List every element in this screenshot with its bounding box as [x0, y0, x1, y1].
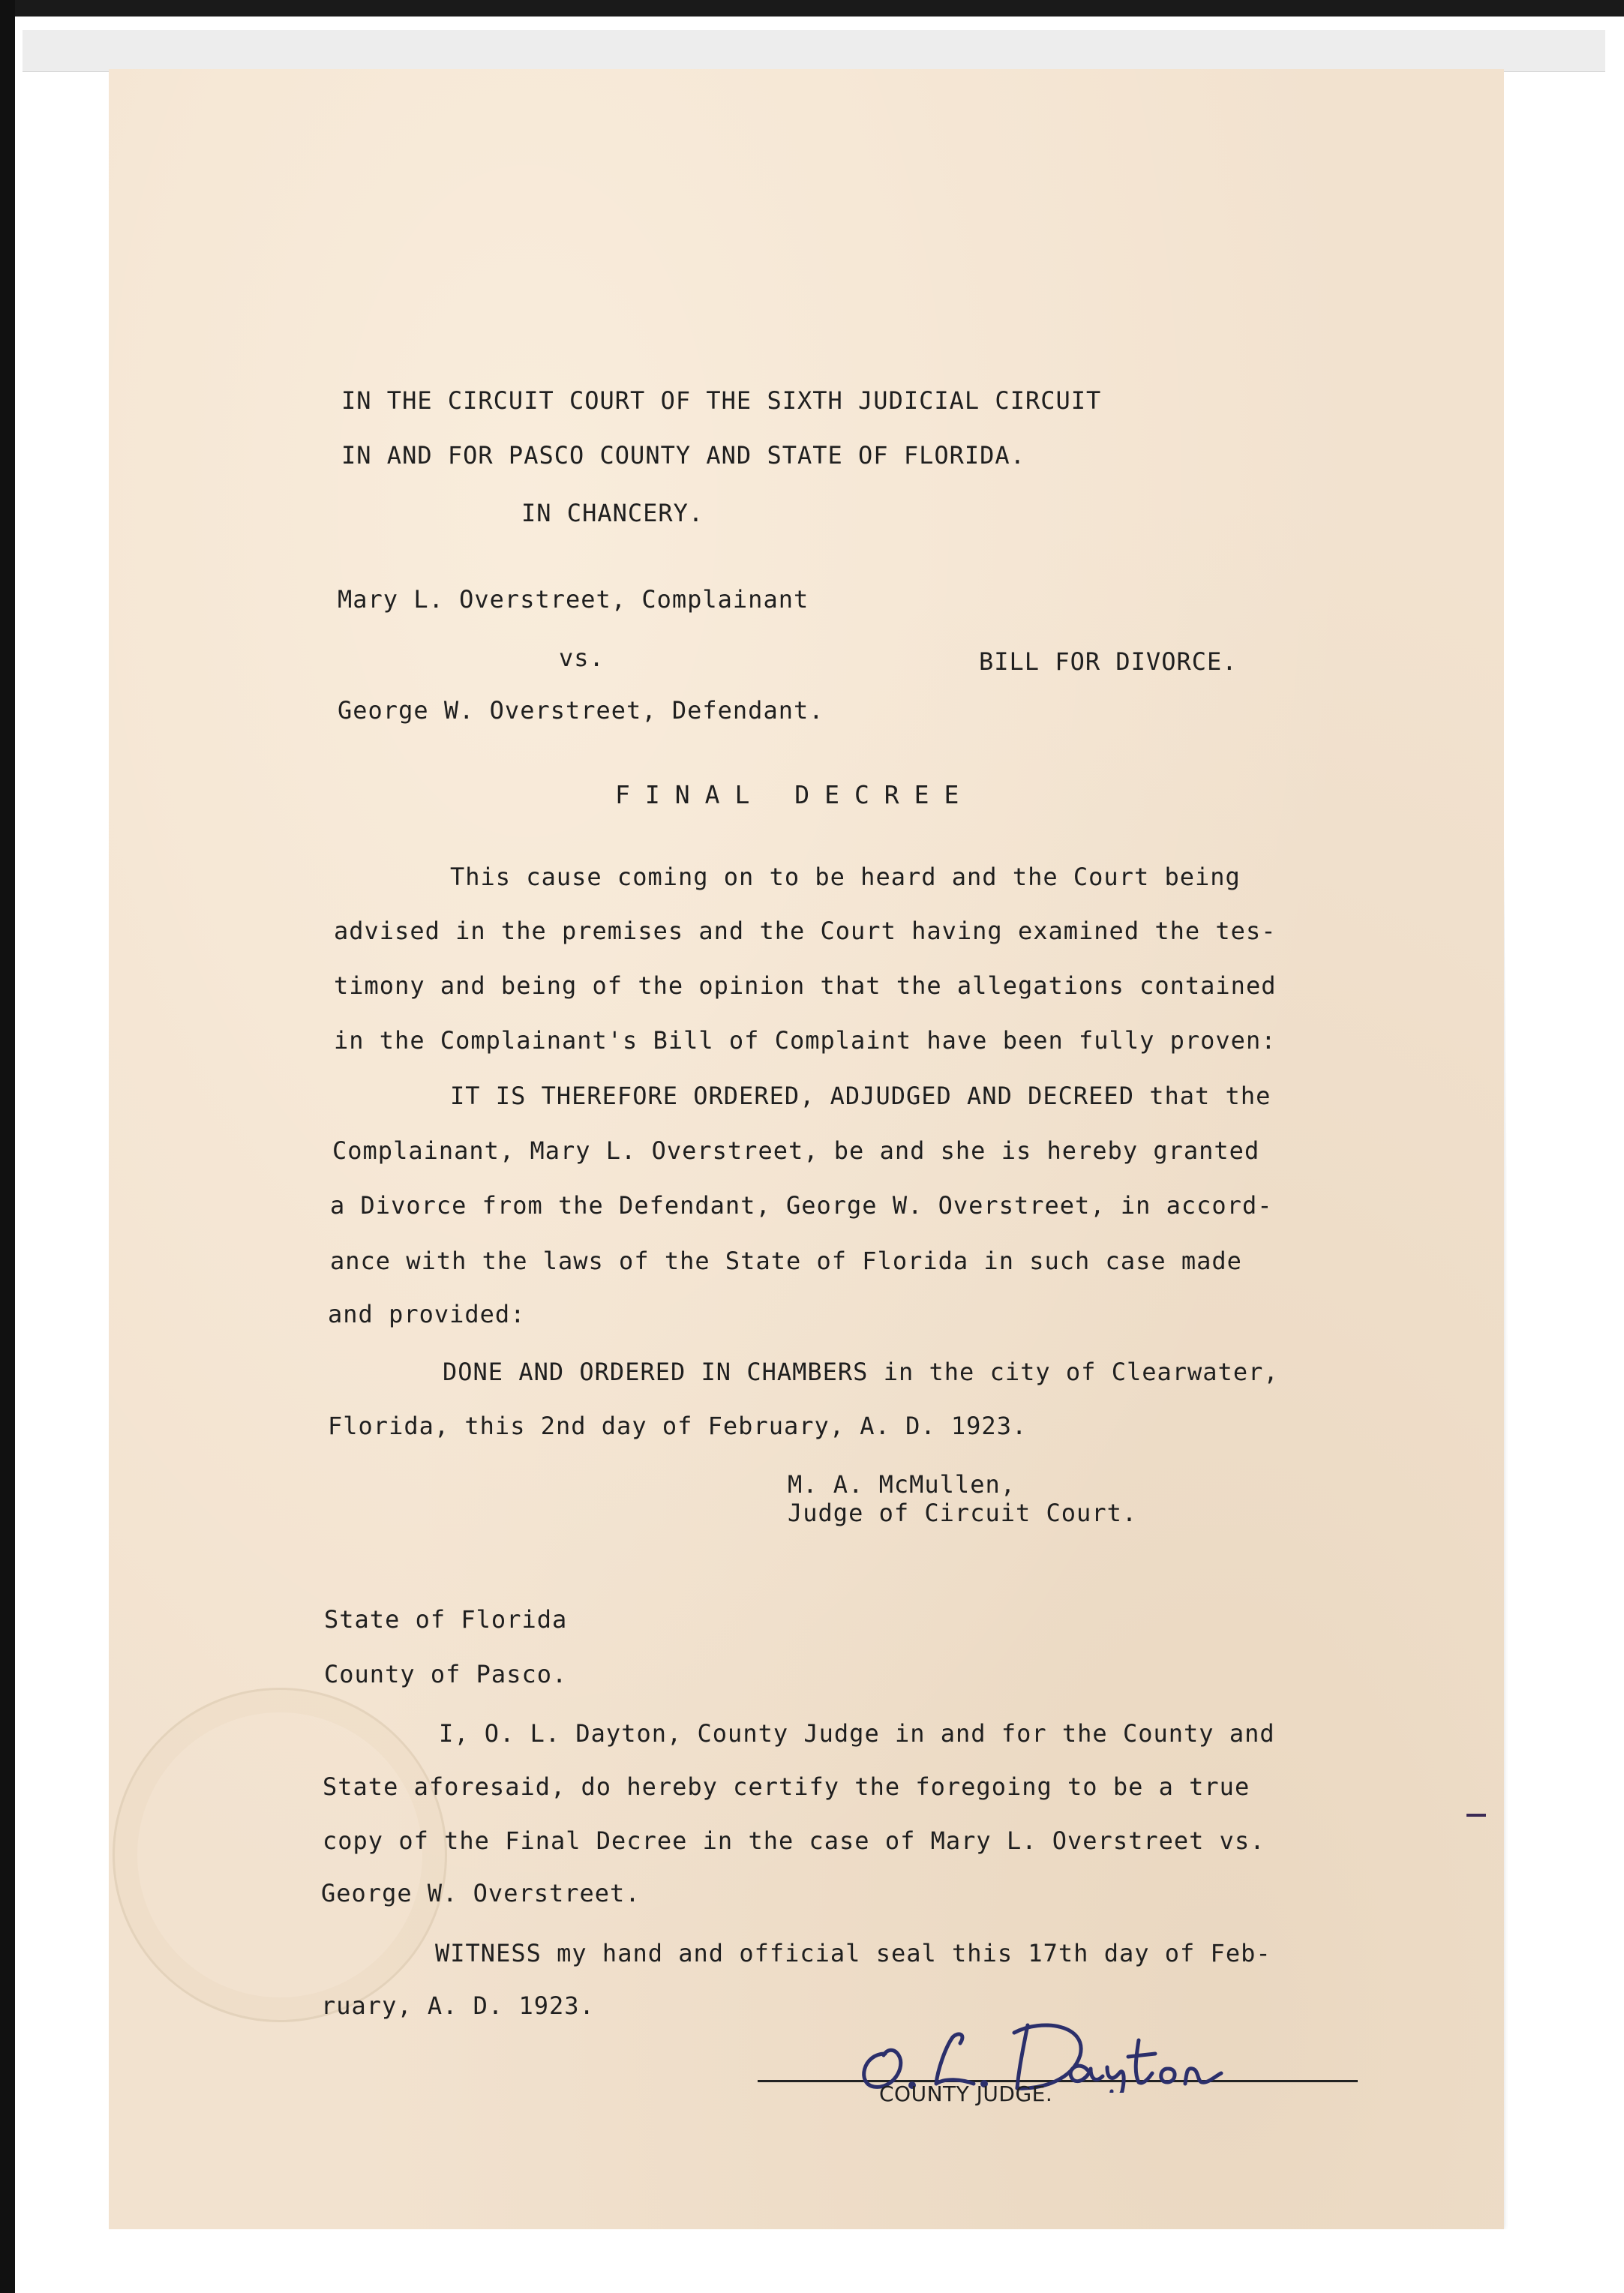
court-heading-line-3: IN CHANCERY.	[521, 499, 704, 527]
decree-body-line: and provided:	[328, 1300, 526, 1328]
decree-body-line: DONE AND ORDERED IN CHAMBERS in the city of Clearwater,	[443, 1358, 1279, 1386]
handwritten-signature	[840, 1995, 1305, 2093]
decree-body-line: advised in the premises and the Court having examined the tes-	[334, 917, 1277, 945]
bill-type: BILL FOR DIVORCE.	[979, 647, 1238, 676]
certificate-body-line: copy of the Final Decree in the case of Mary L. Overstreet vs.	[323, 1826, 1265, 1855]
county-judge-label: COUNTY JUDGE.	[879, 2081, 1053, 2106]
decree-body-line: in the Complainant's Bill of Complaint have been fully proven:	[334, 1026, 1277, 1055]
certificate-state: State of Florida	[324, 1605, 568, 1634]
decree-title: FINAL DECREE	[615, 780, 974, 809]
court-heading-line-1: IN THE CIRCUIT COURT OF THE SIXTH JUDICIAL CIRCUIT	[341, 386, 1102, 415]
complainant-line: Mary L. Overstreet, Complainant	[338, 585, 809, 614]
judge-title: Judge of Circuit Court.	[788, 1499, 1138, 1527]
court-heading-line-2: IN AND FOR PASCO COUNTY AND STATE OF FLORIDA.	[341, 441, 1025, 470]
certificate-body-line: I, O. L. Dayton, County Judge in and for the County and	[439, 1719, 1275, 1748]
decree-body-line: ance with the laws of the State of Florida in such case made	[330, 1247, 1242, 1275]
judge-name: M. A. McMullen,	[788, 1470, 1016, 1499]
certificate-body-line: WITNESS my hand and official seal this 17th day of Feb-	[435, 1939, 1271, 1967]
certificate-body-line: George W. Overstreet.	[321, 1879, 641, 1907]
certificate-county: County of Pasco.	[324, 1660, 568, 1688]
defendant-line: George W. Overstreet, Defendant.	[338, 696, 824, 725]
decree-body-line: Florida, this 2nd day of February, A. D. 1923.	[328, 1412, 1028, 1440]
decree-body-line: Complainant, Mary L. Overstreet, be and she is hereby granted	[332, 1136, 1260, 1165]
decree-body-line: timony and being of the opinion that the allegations contained	[334, 971, 1277, 1000]
versus-label: vs.	[559, 644, 605, 672]
certificate-body-line: State aforesaid, do hereby certify the foregoing to be a true	[323, 1772, 1250, 1801]
decree-body-line: This cause coming on to be heard and the Court being	[450, 863, 1241, 891]
decree-body-line: a Divorce from the Defendant, George W. Overstreet, in accord-	[330, 1191, 1273, 1220]
certificate-body-line: ruary, A. D. 1923.	[321, 1991, 595, 2020]
decree-body-line: IT IS THEREFORE ORDERED, ADJUDGED AND DECREED that the	[450, 1082, 1271, 1110]
